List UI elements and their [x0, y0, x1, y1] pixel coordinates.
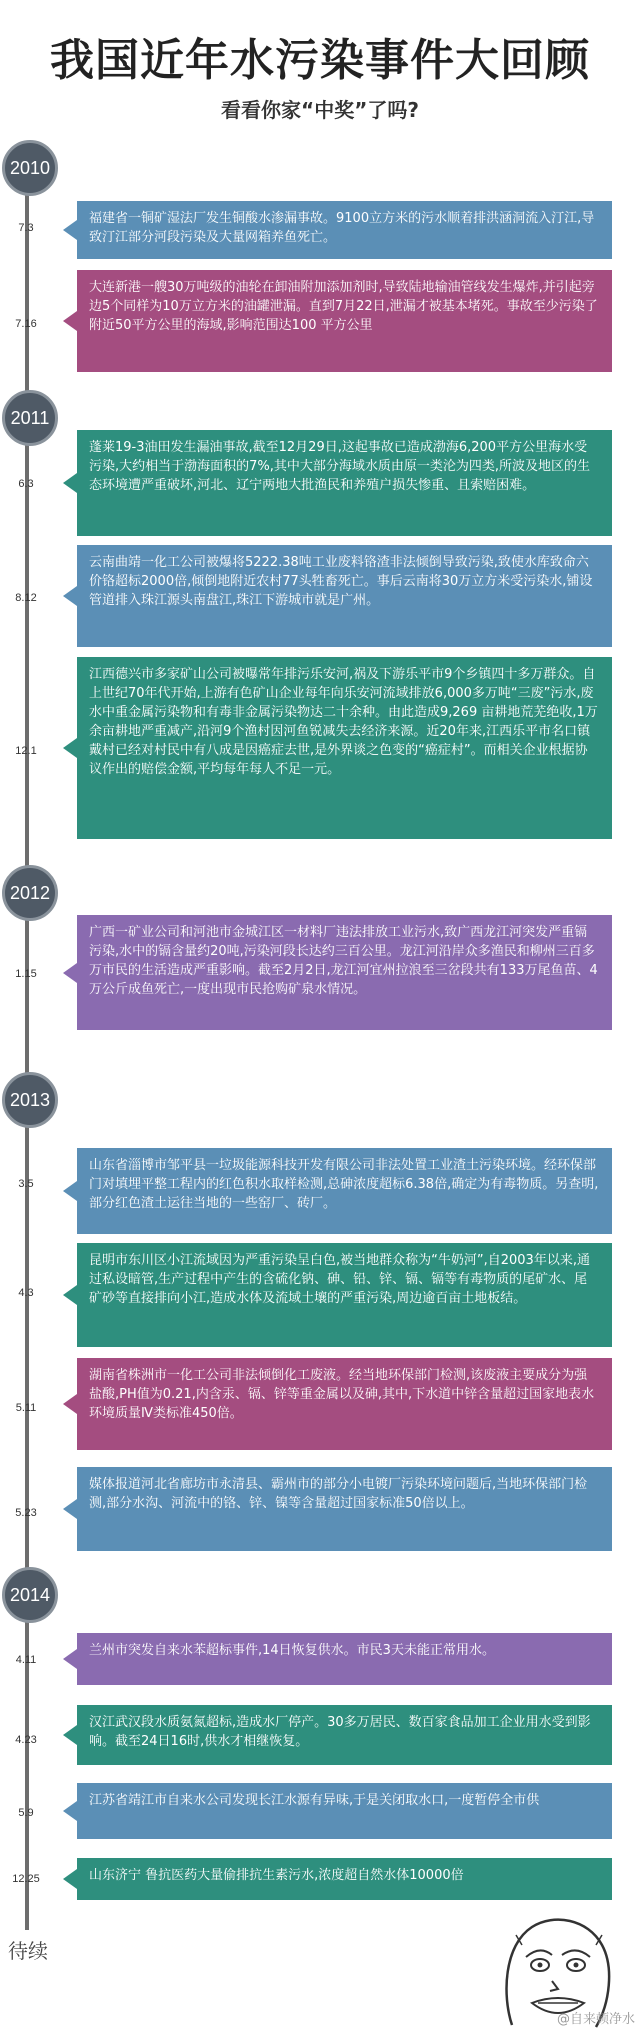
event-date: 6.3 [18, 478, 34, 490]
event-date: 4.3 [18, 1287, 34, 1299]
event-text: 媒体报道河北省廊坊市永清县、霸州市的部分小电镀厂污染环境问题后,当地环保部门检测,部分水沟、河流中的铬、锌、镍等含量超过国家标准50倍以上。 [89, 1477, 588, 1511]
year-marker: 2010 [2, 140, 58, 196]
event-date: 5.9 [18, 1807, 34, 1819]
event-text: 山东省淄博市邹平县一垃圾能源科技开发有限公司非法处置工业渣土污染环境。经环保部门对填埋平整工程内的红色积水取样检测,总砷浓度超标6.38倍,确定为有毒物质。另查明,部分红色渣土运往当地的一些窑厂、砖厂。 [89, 1158, 599, 1211]
event-date: 1.15 [15, 968, 37, 980]
event-text: 昆明市东川区小江流域因为严重污染呈白色,被当地群众称为“牛奶河”,自2003年以来,通过私设暗管,生产过程中产生的含硫化钠、砷、铅、锌、镉、镉等有毒物质的尾矿水、尾矿砂等直接排向小江,造成水体及流域土壤的严重污染,周边逾百亩土地板结。 [89, 1253, 590, 1306]
event-card [77, 1858, 612, 1900]
year-marker: 2013 [2, 1072, 58, 1128]
year-marker: 2012 [2, 865, 58, 921]
event-card [77, 915, 612, 1030]
event-card [77, 1783, 612, 1839]
event-card [77, 1148, 612, 1234]
page-title: 我国近年水污染事件大回顾 [50, 35, 590, 86]
event-date: 5.23 [15, 1507, 37, 1519]
event-text: 蓬莱19-3油田发生漏油事故,截至12月29日,这起事故已造成渤海6,200平方公里海水受污染,大约相当于渤海面积的7%,其中大部分海域水质由原一类沦为四类,所波及地区的生态环境遭严重破坏,河北、辽宁两地大批渔民和养殖户损失惨重、且索赔困难。 [89, 440, 591, 493]
event-text: 汉江武汉段水质氨氮超标,造成水厂停产。30多万居民、数百家食品加工企业用水受到影响。截至24日16时,供水才相继恢复。 [89, 1715, 591, 1749]
event-text: 广西一矿业公司和河池市金城江区一材料厂违法排放工业污水,致广西龙江河突发严重镉污染,水中的镉含量约20吨,污染河段长达约三百公里。龙江河沿岸众多渔民和柳州三百多万市民的生活造成严重影响。截至2月2日,龙江河宜州拉浪至三岔段共有133万尾鱼苗、4万公斤成鱼死亡,一度出现市民抢购矿泉水情况。 [89, 925, 598, 997]
event-card [77, 1633, 612, 1685]
event-card [77, 270, 612, 372]
to-be-continued: 待续 [8, 1939, 48, 1963]
event-card [77, 1358, 612, 1450]
event-date: 5.11 [15, 1402, 37, 1414]
event-card [77, 1705, 612, 1765]
event-date: 4.11 [15, 1654, 37, 1666]
event-card [77, 430, 612, 536]
event-card [77, 545, 612, 647]
page-subtitle: 看看你家“中奖”了吗? [221, 98, 419, 122]
event-date: 7.3 [18, 222, 34, 234]
event-card [77, 657, 612, 839]
event-date: 8.12 [15, 592, 37, 604]
event-text: 湖南省株洲市一化工公司非法倾倒化工废液。经当地环保部门检测,该废液主要成分为强盐酸,PH值为0.21,内含汞、镉、锌等重金属以及砷,其中,下水道中锌含量超过国家地表水环境质量Ⅳ类标准450倍。 [89, 1368, 595, 1421]
event-text: 兰州市突发自来水苯超标事件,14日恢复供水。市民3天未能正常用水。 [89, 1643, 495, 1658]
event-text: 山东济宁 鲁抗医药大量偷排抗生素污水,浓度超自然水体10000倍 [89, 1868, 464, 1883]
event-text: 云南曲靖一化工公司被爆将5222.38吨工业废料铬渣非法倾倒导致污染,致使水库致命六价铬超标2000倍,倾倒地附近农村77头牲畜死亡。事后云南将30万立方米受污染水,铺设管道排入珠江源头南盘江,珠江下游城市就是广州。 [89, 555, 593, 608]
event-date: 12.1 [15, 745, 37, 757]
event-date: 12.25 [12, 1873, 40, 1885]
event-text: 江西德兴市多家矿山公司被曝常年排污乐安河,祸及下游乐平市9个乡镇四十多万群众。自上世纪70年代开始,上游有色矿山企业每年向乐安河流域排放6,000多万吨“三废”污水,废水中重金属污染物和有毒非金属污染物达二十余种。由此造成9,269 亩耕地荒芜绝收,1万余亩耕地严重减产,沿河9个渔村因河鱼锐减失去经济来源。近20年来,江西乐平市名口镇戴村已经对村民中有八成是因癌症去世,是外界谈之色变的“癌症村”。而相关企业根据协议作出的赔偿金额,平均每年每人不足一元。 [89, 667, 598, 777]
event-card [77, 1243, 612, 1347]
watermark: @自来顿净水 [556, 2012, 635, 2027]
event-date: 4.23 [15, 1734, 37, 1746]
year-marker: 2014 [2, 1567, 58, 1623]
year-marker: 2011 [2, 390, 58, 446]
event-date: 3.5 [18, 1178, 34, 1190]
event-text: 大连新港一艘30万吨级的油轮在卸油附加添加剂时,导致陆地输油管线发生爆炸,并引起旁边5个同样为10万立方米的油罐泄漏。直到7月22日,泄漏才被基本堵死。事故至少污染了附近50平方公里的海域,影响范围达100 平方公里 [89, 280, 598, 333]
event-date: 7.16 [15, 318, 37, 330]
event-card [77, 1467, 612, 1551]
event-card [77, 201, 612, 259]
event-text: 福建省一铜矿湿法厂发生铜酸水渗漏事故。9100立方米的污水顺着排洪涵洞流入汀江,导致汀江部分河段污染及大量网箱养鱼死亡。 [89, 211, 595, 245]
event-text: 江苏省靖江市自来水公司发现长江水源有异味,于是关闭取水口,一度暂停全市供 [89, 1793, 540, 1808]
